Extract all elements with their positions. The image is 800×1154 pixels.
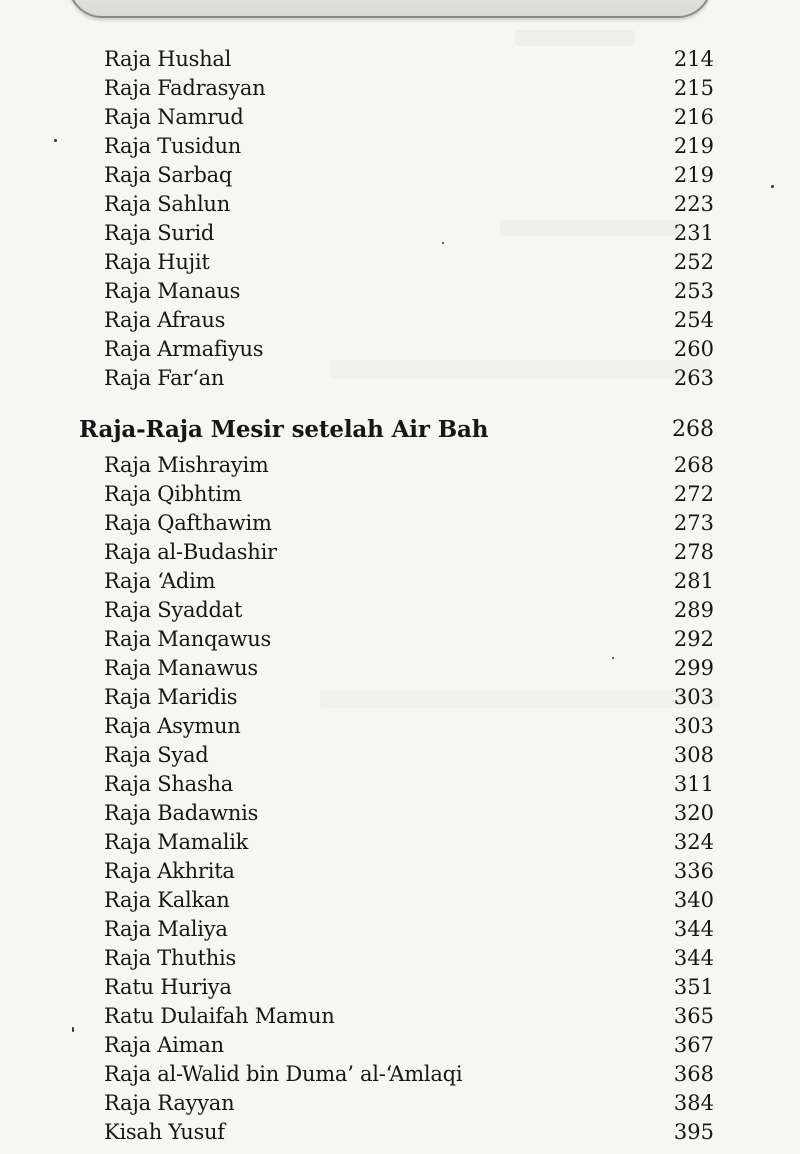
toc-entry-title: Kisah Yusuf xyxy=(104,1120,225,1144)
toc-entry-title: Raja Shasha xyxy=(104,772,234,796)
section-page: 268 xyxy=(672,417,714,442)
toc-entry-page: 252 xyxy=(673,250,714,274)
toc-entry xyxy=(0,451,800,480)
toc-entry xyxy=(0,625,800,654)
toc-entry xyxy=(0,944,800,973)
toc-entry-page: 219 xyxy=(673,163,714,187)
toc-entry-page: 268 xyxy=(673,453,714,477)
toc-entry-page: 365 xyxy=(673,1004,714,1028)
toc-entry-page: 281 xyxy=(673,569,714,593)
toc-entry-page: 324 xyxy=(673,830,714,854)
toc-entry-title: Raja al-Walid bin Duma’ al-‘Amlaqi xyxy=(104,1062,463,1086)
toc-entry xyxy=(0,219,800,248)
toc-entry xyxy=(0,248,800,277)
toc-entry-title: Raja Namrud xyxy=(104,105,244,129)
toc-entry-title: Raja al-Budashir xyxy=(104,540,277,564)
toc-entry-title: Raja Hushal xyxy=(104,47,232,71)
toc-entry xyxy=(0,741,800,770)
toc-entry-page: 384 xyxy=(673,1091,714,1115)
toc-entry-title: Raja Manawus xyxy=(104,656,258,680)
toc-entry-title: Raja Rayyan xyxy=(104,1091,235,1115)
bleed-through xyxy=(515,30,635,46)
toc-entry-title: Raja Akhrita xyxy=(104,859,235,883)
toc-entry-title: Raja Hujit xyxy=(104,250,210,274)
toc-entry-page: 292 xyxy=(673,627,714,651)
toc-entry-page: 320 xyxy=(673,801,714,825)
toc-entry-title: Raja Manqawus xyxy=(104,627,272,651)
toc-entry xyxy=(0,335,800,364)
toc-entry xyxy=(0,654,800,683)
toc-entry xyxy=(0,132,800,161)
toc-entry-page: 253 xyxy=(673,279,714,303)
toc-entry xyxy=(0,973,800,1002)
toc-entry-title: Raja Kalkan xyxy=(104,888,230,912)
toc-entry-title: Raja Fadrasyan xyxy=(104,76,266,100)
toc-entry-title: Raja Afraus xyxy=(104,308,226,332)
toc-entry xyxy=(0,161,800,190)
toc-entry-page: 311 xyxy=(673,772,714,796)
toc-entry xyxy=(0,799,800,828)
toc-entry xyxy=(0,1089,800,1118)
toc-entry-page: 263 xyxy=(673,366,714,390)
toc-entry-title: Raja Maridis xyxy=(104,685,238,709)
toc-entry-title: Raja Sahlun xyxy=(104,192,230,216)
toc-entry-title: Raja Tusidun xyxy=(104,134,242,158)
toc-entry xyxy=(0,683,800,712)
toc-entry xyxy=(0,364,800,393)
toc-entry-title: Raja Armafiyus xyxy=(104,337,264,361)
toc-entry-page: 223 xyxy=(673,192,714,216)
toc-entry-page: 340 xyxy=(673,888,714,912)
toc-entry-title: Raja Sarbaq xyxy=(104,163,233,187)
toc-entry-page: 272 xyxy=(673,482,714,506)
toc-entry xyxy=(0,1031,800,1060)
toc-entry-page: 344 xyxy=(673,946,714,970)
toc-entry-page: 299 xyxy=(673,656,714,680)
toc-entry-title: Raja Mishrayim xyxy=(104,453,269,477)
toc-entry-title: Raja Manaus xyxy=(104,279,241,303)
toc-entry xyxy=(0,567,800,596)
toc-entry xyxy=(0,1118,800,1147)
toc-entry-page: 214 xyxy=(673,47,714,71)
toc-entry-title: Ratu Huriya xyxy=(104,975,232,999)
toc-entry-page: 395 xyxy=(673,1120,714,1144)
toc-entry-title: Raja Syad xyxy=(104,743,209,767)
toc-entry xyxy=(0,1060,800,1089)
toc-entry-page: 273 xyxy=(673,511,714,535)
toc-entry-page: 336 xyxy=(673,859,714,883)
toc-entry-title: Raja Qibhtim xyxy=(104,482,242,506)
toc-entry-title: Raja Surid xyxy=(104,221,215,245)
toc-entry-page: 260 xyxy=(673,337,714,361)
toc-entry-title: Raja Qafthawim xyxy=(104,511,272,535)
toc-entry-title: Raja Syaddat xyxy=(104,598,243,622)
toc-entry-title: Raja Aiman xyxy=(104,1033,224,1057)
toc-entry-page: 215 xyxy=(673,76,714,100)
toc-entry-title: Raja Far‘an xyxy=(104,366,225,390)
toc-entry xyxy=(0,886,800,915)
toc-entry xyxy=(0,828,800,857)
toc-entry-page: 278 xyxy=(673,540,714,564)
toc-entry-title: Raja Mamalik xyxy=(104,830,249,854)
toc-entry xyxy=(0,480,800,509)
toc-entry-page: 231 xyxy=(673,221,714,245)
toc-entry-title: Raja Thuthis xyxy=(104,946,237,970)
toc-entry-page: 303 xyxy=(673,685,714,709)
toc-entry-page: 367 xyxy=(673,1033,714,1057)
toc-entry-page: 219 xyxy=(673,134,714,158)
toc-entry-page: 254 xyxy=(673,308,714,332)
toc-section-heading xyxy=(0,414,800,445)
toc-entry xyxy=(0,538,800,567)
toc-entry-page: 308 xyxy=(673,743,714,767)
section-title: Raja-Raja Mesir setelah Air Bah xyxy=(79,416,489,443)
toc-entry-title: Ratu Dulaifah Mamun xyxy=(104,1004,335,1028)
toc-entry xyxy=(0,277,800,306)
toc-entry xyxy=(0,509,800,538)
toc-entry xyxy=(0,190,800,219)
toc-entry xyxy=(0,306,800,335)
toc-entry xyxy=(0,712,800,741)
toc-entry-page: 368 xyxy=(673,1062,714,1086)
toc-entry-page: 303 xyxy=(673,714,714,738)
toc-entry-page: 351 xyxy=(673,975,714,999)
toc-entry xyxy=(0,1002,800,1031)
toc-entry xyxy=(0,45,800,74)
toc-entry-page: 289 xyxy=(673,598,714,622)
toc-entry-page: 344 xyxy=(673,917,714,941)
toc-entry-title: Raja ‘Adim xyxy=(104,569,216,593)
toc-entry xyxy=(0,103,800,132)
toc-entry xyxy=(0,770,800,799)
toc-entry xyxy=(0,857,800,886)
toc-entry-title: Raja Maliya xyxy=(104,917,228,941)
toc-entry-title: Raja Badawnis xyxy=(104,801,259,825)
toc-entry xyxy=(0,596,800,625)
toc-entry xyxy=(0,915,800,944)
toc-entry-title: Raja Asymun xyxy=(104,714,241,738)
toc-entry-page: 216 xyxy=(673,105,714,129)
toc-entry xyxy=(0,74,800,103)
